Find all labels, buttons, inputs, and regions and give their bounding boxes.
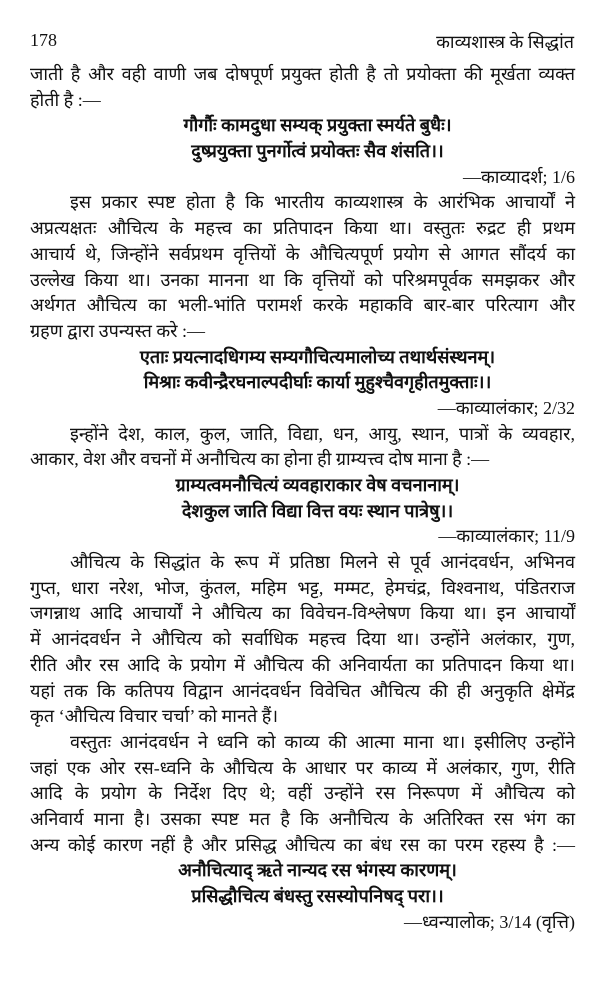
citation: —ध्वन्यालोक; 3/14 (वृत्ति) <box>404 911 575 932</box>
text-line: जगन्नाथ आदि आचार्यों ने औचित्य का विवेचन-विश्लेषण किया था। इन आचार्यों <box>30 603 575 624</box>
verse-line: ग्राम्यत्वमनौचित्यं व्यवहाराकार वेष वचनानाम्। <box>175 475 460 495</box>
text-line: यहां तक कि कतिपय विद्वान आनंदवर्धन विवेचित औचित्य की ही अनुकृति क्षेमेंद्र <box>30 680 575 701</box>
verse-line: अनौचित्याद् ऋते नान्यद रस भंगस्य कारणम्। <box>178 860 457 881</box>
verse-line: गौर्गौः कामदुधा सम्यक् प्रयुक्ता स्मर्यते बुधैः। <box>183 115 452 136</box>
text-line: अर्थगत औचित्य का भली-भांति परामर्श करके महाकवि बार-बार परित्याग और <box>30 295 575 316</box>
text-line: ग्रहण द्वारा उपन्यस्त करे :— <box>30 320 206 341</box>
verse-line: मिश्राः कवीन्द्रैरघनाल्पदीर्घाः कार्या मुहुश्चैवगृहीतमुक्ताः।। <box>143 372 492 393</box>
text-line: अप्रत्यक्षतः औचित्य के महत्त्व का प्रतिपादन किया था। वस्तुतः रुद्रट ही प्रथम <box>30 218 575 239</box>
verse-line: प्रसिद्धौचित्य बंधस्तु रसस्योपनिषद् परा।। <box>191 886 444 906</box>
text-line: जाती है और वही वाणी जब दोषपूर्ण प्रयुक्त होती है तो प्रयोक्ता की मूर्खता व्यक्त <box>30 64 575 84</box>
text-line: होती है :— <box>30 89 101 110</box>
page-number: 178 <box>30 30 57 50</box>
text-line: वस्तुतः आनंदवर्धन ने ध्वनि को काव्य की आत्मा माना था। इसीलिए उन्होंने <box>70 731 575 752</box>
citation: —काव्यालंकार; 2/32 <box>437 397 575 418</box>
running-title: काव्यशास्त्र के सिद्धांत <box>436 32 574 52</box>
text-line: आदि के प्रयोग के निर्देश दिए थे; वहीं उन्होंने रस निरूपण में औचित्य को <box>30 783 575 804</box>
text-line: इन्होंने देश, काल, कुल, जाति, विद्या, धन, आयु, स्थान, पात्रों के व्यवहार, <box>70 423 575 444</box>
verse-line: देशकुल जाति विद्या वित्त वयः स्थान पात्रेषु।। <box>181 500 454 521</box>
page-body <box>30 62 575 935</box>
citation: —काव्यादर्श; 1/6 <box>462 166 575 187</box>
text-line: जहां एक ओर रस-ध्वनि के औचित्य के आधार पर काव्य में अलंकार, गुण, रीति <box>30 757 575 778</box>
text-line: अनिवार्य माना है। उसका स्पष्ट मत है कि अनौचित्य के अतिरिक्त रस भंग का <box>30 808 575 829</box>
text-line: रीति और रस आदि के प्रयोग में औचित्य की अनिवार्यता का प्रतिपादन किया था। <box>30 654 575 675</box>
running-header <box>30 30 574 56</box>
citation: —काव्यालंकार; 11/9 <box>438 526 575 547</box>
text-line: औचित्य के सिद्धांत के रूप में प्रतिष्ठा मिलने से पूर्व आनंदवर्धन, अभिनव <box>70 552 575 573</box>
verse-line: एताः प्रयत्नादधिगम्य सम्यगौचित्यमालोच्य तथार्थसंस्थनम्। <box>139 346 496 367</box>
text-line: गुप्त, धारा नरेश, भोज, कुंतल, महिम भट्ट, मम्मट, हेमचंद्र, विश्वनाथ, पंडितराज <box>30 577 575 598</box>
text-line: कृत ‘औचित्य विचार चर्चा’ को मानते हैं। <box>30 706 279 727</box>
text-line: अन्य कोई कारण नहीं है और प्रसिद्ध औचित्य का बंध रस का परम रहस्य है :— <box>30 834 575 855</box>
text-line: में आनंदवर्धन ने औचित्य को सर्वाधिक महत्त्व दिया था। उन्होंने अलंकार, गुण, <box>30 629 575 650</box>
text-line: उल्लेख किया था। उनका मानना था कि वृत्तियों को परिश्रमपूर्वक समझकर और <box>30 269 575 290</box>
verse-line: दुष्प्रयुक्ता पुनर्गोत्वं प्रयोक्तः सैव शंसति।। <box>191 141 444 162</box>
text-line: इस प्रकार स्पष्ट होता है कि भारतीय काव्यशास्त्र के आरंभिक आचार्यों ने <box>70 192 575 213</box>
text-line: आकार, वेश और वचनों में अनौचित्य का होना ही ग्राम्यत्त्व दोष माना है :— <box>30 449 490 470</box>
text-line: आचार्य थे, जिन्होंने सर्वप्रथम वृत्तियों के औचित्यपूर्ण प्रयोग से आगत सौंदर्य का <box>30 243 575 264</box>
